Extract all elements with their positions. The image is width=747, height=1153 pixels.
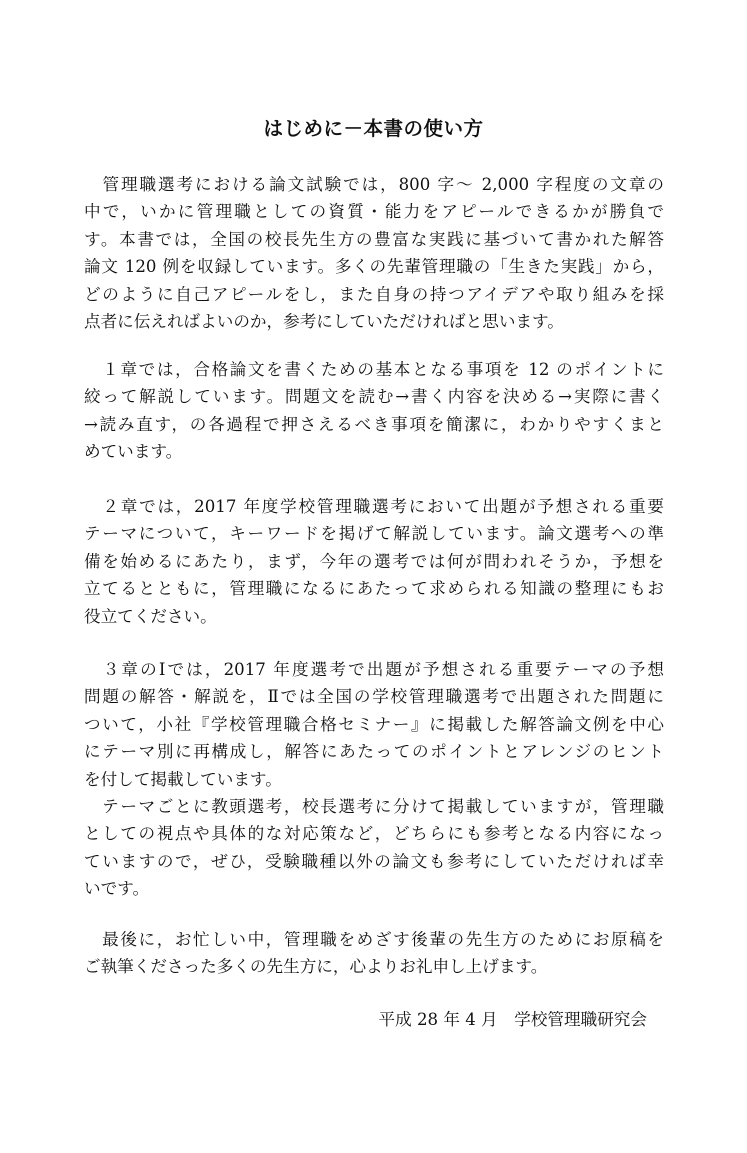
paragraph-line: １章では，合格論文を書くための基本となる事項を 12 のポイントに — [84, 360, 664, 379]
paragraph-line: ご執筆くださった多くの先生方に，心よりお礼申し上げます。 — [84, 957, 548, 977]
paragraph-line: 点者に伝えればよいのか，参考にしていただければと思います。 — [84, 311, 564, 331]
paragraph-line: テーマごとに教頭選考，校長選考に分けて掲載していますが，管理職 — [84, 797, 664, 816]
paragraph-line: す。本書では，全国の校長先生方の豊富な実践に基づいて書かれた解答 — [84, 229, 664, 249]
paragraph-line: めています。 — [84, 442, 183, 462]
paragraph-line: 絞って解説しています。問題文を読む→書く内容を決める→実際に書く — [84, 387, 664, 407]
paragraph-line: ていますので，ぜひ，受験職種以外の論文も参考にしていただければ幸 — [84, 851, 664, 871]
paragraph-line: 中で，いかに管理職としての資質・能力をアピールできるかが勝負で — [84, 202, 664, 222]
paragraph-intro — [84, 171, 664, 335]
paragraph-chapter-1 — [84, 356, 664, 466]
paragraph-themes — [84, 793, 664, 903]
paragraph-line: テーマについて，キーワードを掲げて解説しています。論文選考への準 — [84, 524, 664, 544]
paragraph-line: ３章のⅠでは，2017 年度選考で出題が予想される重要テーマの予想 — [84, 660, 664, 679]
paragraph-line: としての視点や具体的な対応策など，どちらにも参考となる内容になっ — [84, 824, 664, 844]
paragraph-line: いです。 — [84, 879, 150, 899]
paragraph-line: どのように自己アピールをし，また自身の持つアイデアや取り組みを採 — [84, 284, 664, 304]
paragraph-line: を付して掲載しています。 — [84, 769, 282, 789]
paragraph-line: ついて，小社『学校管理職合格セミナー』に掲載した解答論文例を中心 — [84, 714, 664, 734]
paragraph-line: 管理職選考における論文試験では，800 字～ 2,000 字程度の文章の — [84, 175, 664, 194]
paragraph-line: 役立てください。 — [84, 606, 217, 626]
paragraph-line: 立てるとともに，管理職になるにあたって求められる知識の整理にもお — [84, 579, 664, 599]
paragraph-line: にテーマ別に再構成し，解答にあたってのポイントとアレンジのヒント — [84, 742, 664, 762]
paragraph-line: 論文 120 例を収録しています。多くの先輩管理職の「生きた実践」から， — [84, 257, 664, 277]
paragraph-chapter-3 — [84, 656, 664, 793]
paragraph-line: →読み直す，の各過程で押さえるべき事項を簡潔に，わかりやすくまと — [84, 414, 664, 434]
paragraph-line: 備を始めるにあたり，まず，今年の選考では何が問われそうか，予想を — [84, 551, 664, 571]
paragraph-chapter-2 — [84, 493, 664, 630]
paragraph-line: 問題の解答・解説を，Ⅱでは全国の学校管理職選考で出題された問題に — [84, 687, 664, 707]
paragraph-acknowledgement — [84, 926, 664, 981]
page-title: はじめに－本書の使い方 — [263, 117, 484, 140]
signature: 平成 28 年 4 月 学校管理職研究会 — [378, 1010, 647, 1029]
paragraph-line: 最後に，お忙しい中，管理職をめざす後輩の先生方のためにお原稿を — [84, 930, 664, 949]
paragraph-line: ２章では，2017 年度学校管理職選考において出題が予想される重要 — [84, 497, 664, 516]
